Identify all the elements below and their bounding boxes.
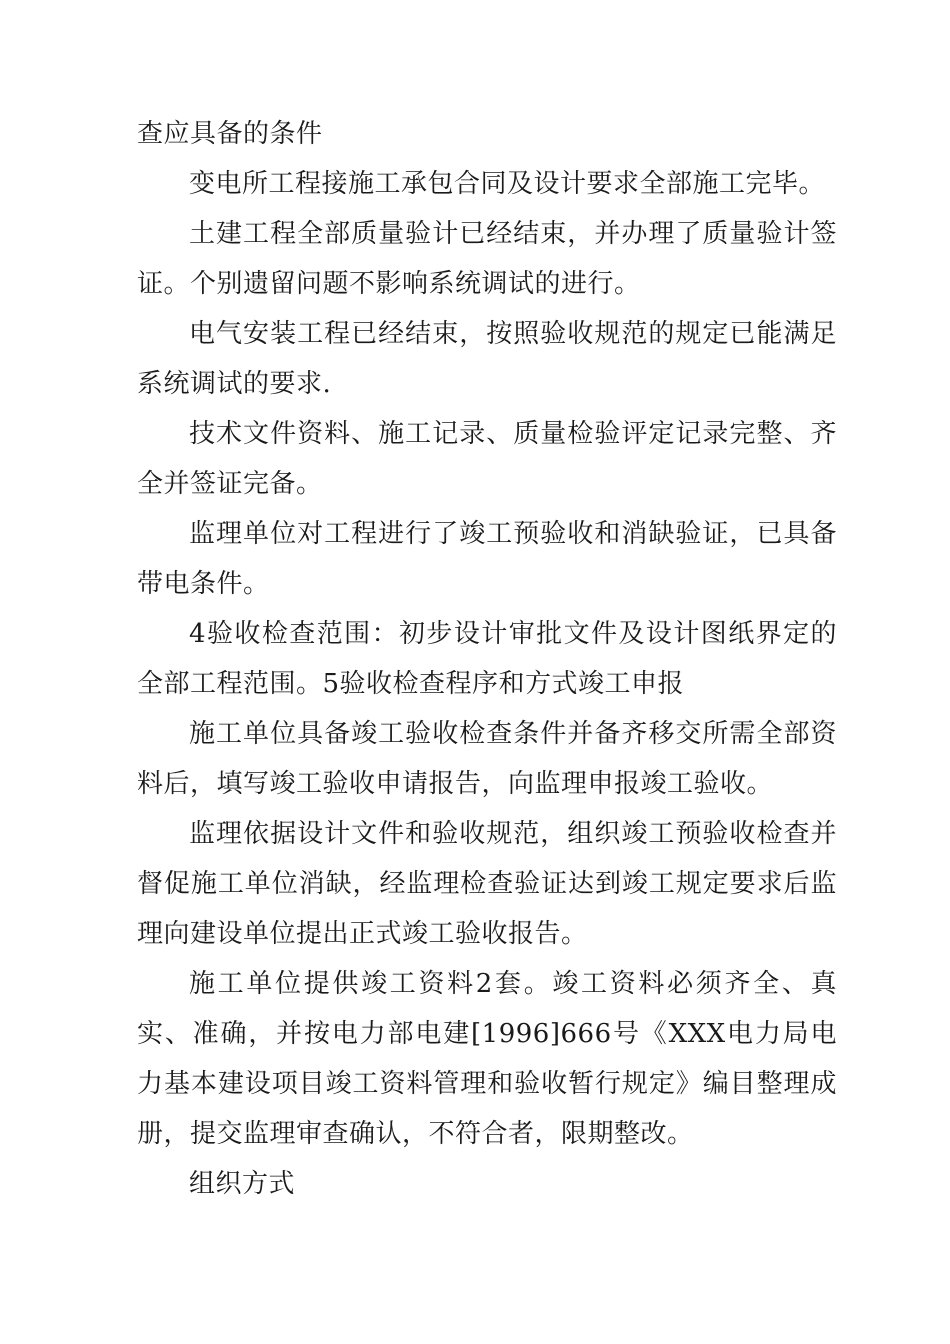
paragraph-civil-works: 土建工程全部质量验计已经结束，并办理了质量验计签证。个别遗留问题不影响系统调试的进行。	[137, 219, 837, 299]
paragraph-supervision-inspection: 监理依据设计文件和验收规范，组织竣工预验收检查并督促施工单位消缺，经监理检查验证达到竣工规定要求后监理向建设单位提出正式竣工验收报告。	[137, 819, 837, 949]
paragraph-completion-documents: 施工单位提供竣工资料2套。竣工资料必须齐全、真实、准确，并按电力部电建[1996]666号《XXX电力局电力基本建设项目竣工资料管理和验收暂行规定》编目整理成册，提交监理审查确认，不符合者，限期整改。	[137, 969, 837, 1149]
paragraph-construction-complete: 变电所工程接施工承包合同及设计要求全部施工完毕。	[189, 169, 826, 199]
paragraph-conditions-heading: 查应具备的条件	[137, 119, 323, 149]
paragraph-organization-method: 组织方式	[189, 1169, 296, 1199]
paragraph-technical-documents: 技术文件资料、施工记录、质量检验评定记录完整、齐全并签证完备。	[137, 419, 837, 499]
paragraph-electrical-installation: 电气安装工程已经结束，按照验收规范的规定已能满足系统调试的要求.	[137, 319, 837, 399]
document-body	[137, 109, 837, 1209]
paragraph-supervision-preacceptance: 监理单位对工程进行了竣工预验收和消缺验证，已具备带电条件。	[137, 519, 837, 599]
paragraph-inspection-scope: 4验收检查范围：初步设计审批文件及设计图纸界定的全部工程范围。5验收检查程序和方式竣工申报	[137, 619, 837, 699]
paragraph-contractor-application: 施工单位具备竣工验收检查条件并备齐移交所需全部资料后，填写竣工验收申请报告，向监理申报竣工验收。	[137, 719, 837, 799]
